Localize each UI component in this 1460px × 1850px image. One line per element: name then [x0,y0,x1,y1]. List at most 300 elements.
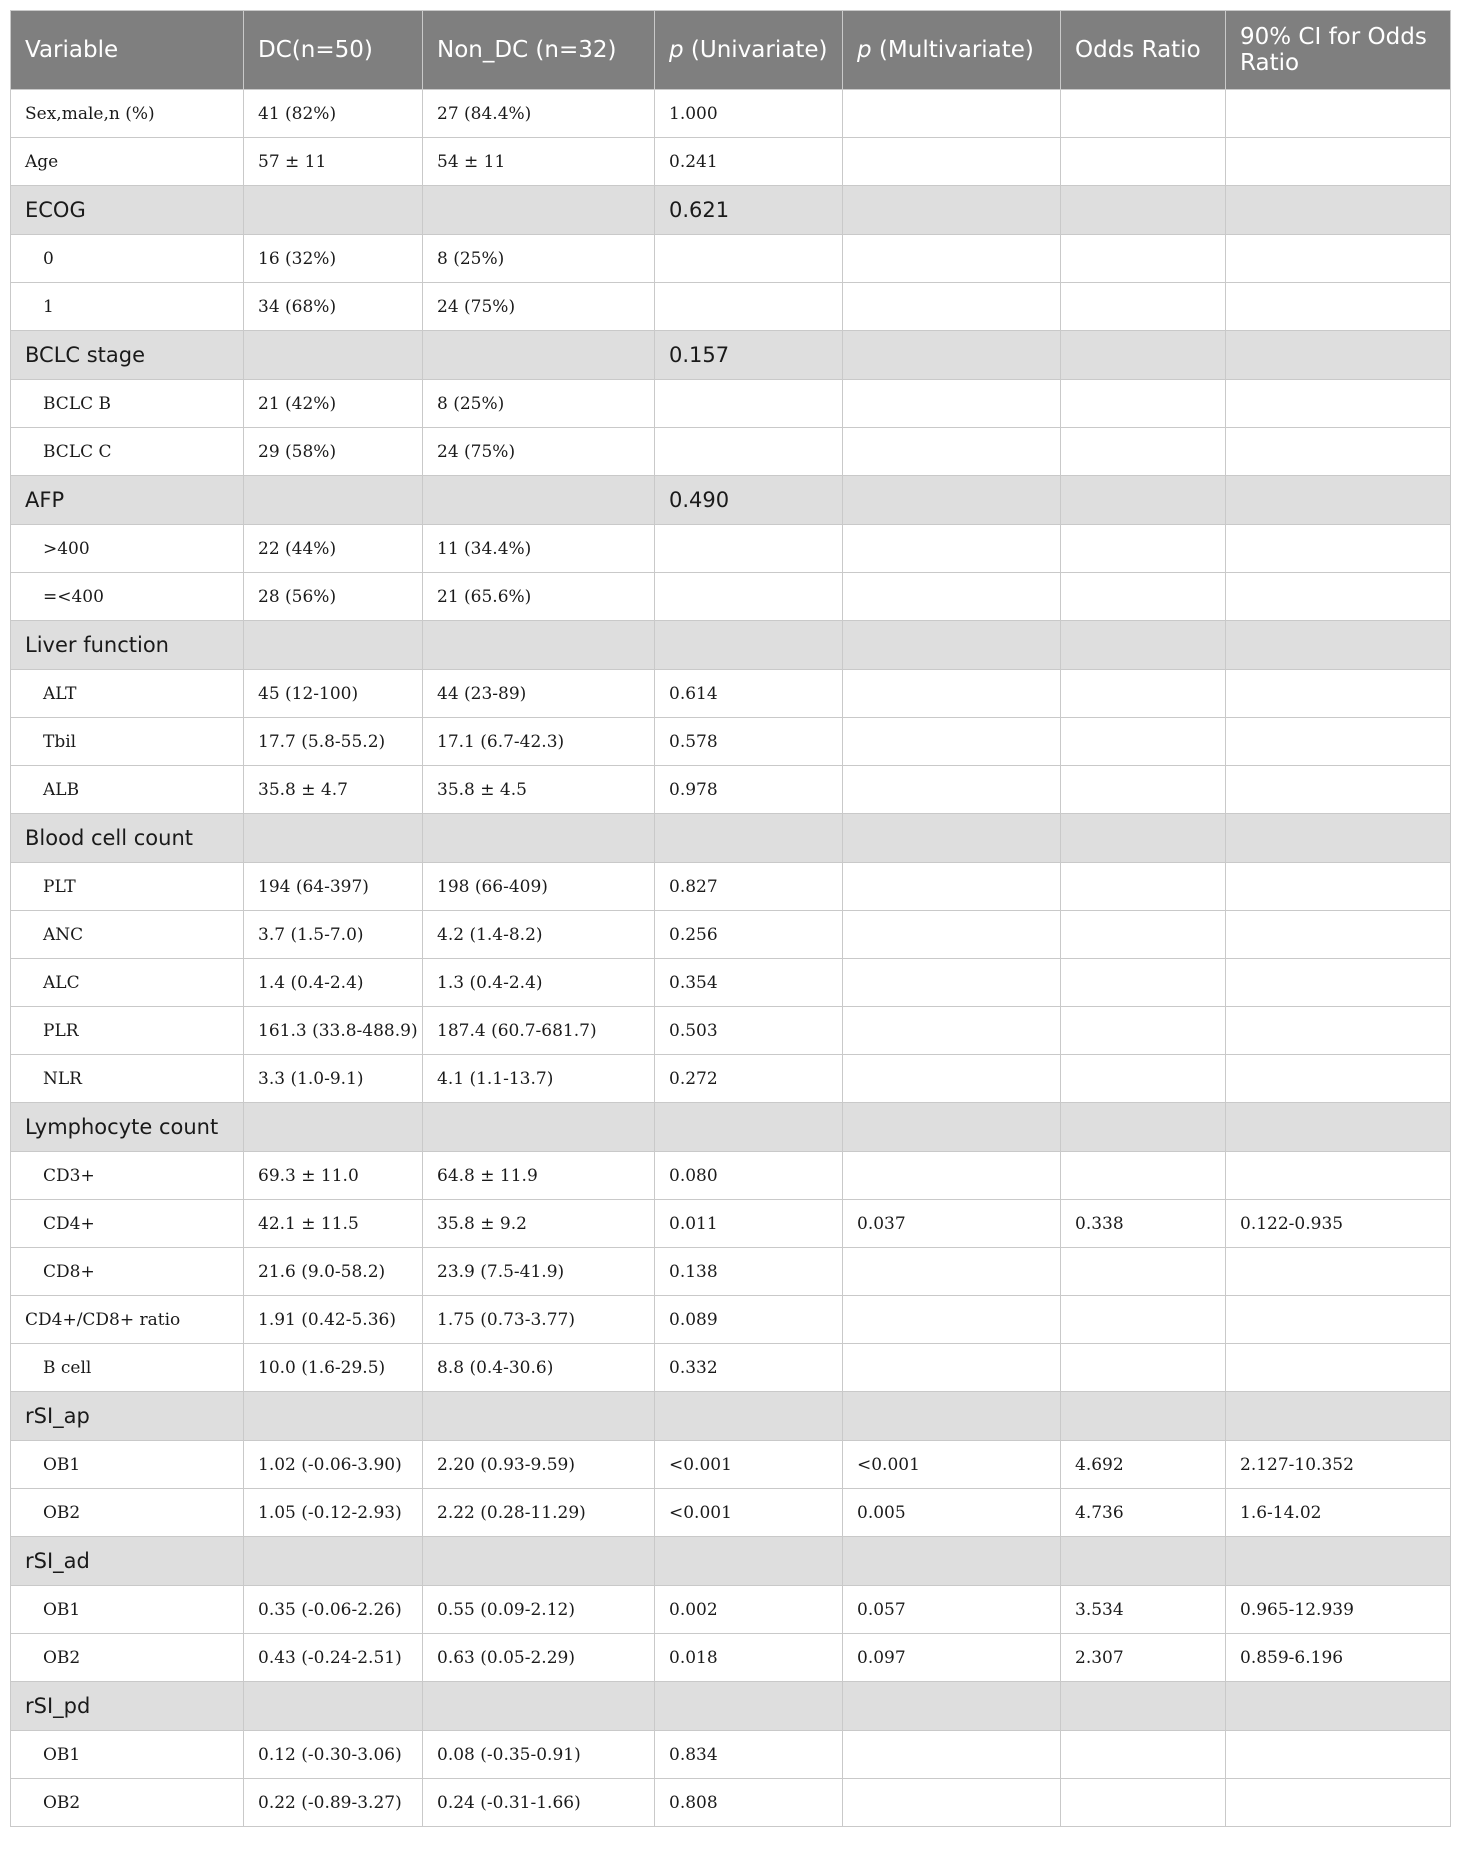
p-multivariate-cell [843,1537,1061,1586]
p-multivariate-cell [843,235,1061,283]
dc-cell: 0.43 (-0.24-2.51) [244,1634,423,1682]
table-row [11,380,1451,428]
results-table [10,10,1451,1827]
p-multivariate-cell [843,814,1061,863]
ci-cell: 2.127-10.352 [1226,1441,1451,1489]
table-row [11,525,1451,573]
dc-cell: 1.05 (-0.12-2.93) [244,1489,423,1537]
table-row [11,959,1451,1007]
odds-ratio-cell [1061,670,1226,718]
dc-cell: 21 (42%) [244,380,423,428]
variable-cell: OB1 [11,1731,244,1779]
p-univariate-cell: 0.808 [655,1779,843,1827]
non-dc-cell: 0.55 (0.09-2.12) [423,1586,655,1634]
dc-cell: 1.91 (0.42-5.36) [244,1296,423,1344]
variable-cell: Lymphocyte count [11,1103,244,1152]
non-dc-cell: 1.75 (0.73-3.77) [423,1296,655,1344]
ci-cell [1226,138,1451,186]
p-univariate-cell: 0.157 [655,331,843,380]
non-dc-cell: 35.8 ± 9.2 [423,1200,655,1248]
p-univariate-cell: 0.354 [655,959,843,1007]
p-multivariate-cell [843,1392,1061,1441]
ci-cell [1226,525,1451,573]
p-univariate-cell [655,235,843,283]
variable-cell: B cell [11,1344,244,1392]
p-multivariate-cell [843,1731,1061,1779]
dc-cell: 16 (32%) [244,235,423,283]
header-row [11,11,1451,90]
dc-cell: 194 (64-397) [244,863,423,911]
p-multivariate-cell [843,428,1061,476]
variable-cell: ECOG [11,186,244,235]
ci-cell [1226,1296,1451,1344]
variable-cell: ANC [11,911,244,959]
ci-cell [1226,1103,1451,1152]
ci-cell [1226,1152,1451,1200]
odds-ratio-cell [1061,476,1226,525]
dc-cell: 28 (56%) [244,573,423,621]
variable-cell: ALT [11,670,244,718]
non-dc-cell: 0.08 (-0.35-0.91) [423,1731,655,1779]
p-multivariate-cell: 0.005 [843,1489,1061,1537]
p-univariate-cell: 0.272 [655,1055,843,1103]
ci-cell: 0.965-12.939 [1226,1586,1451,1634]
variable-cell: ALB [11,766,244,814]
ci-cell [1226,1007,1451,1055]
variable-cell: BCLC stage [11,331,244,380]
ci-cell [1226,428,1451,476]
p-multivariate-cell: <0.001 [843,1441,1061,1489]
non-dc-cell: 24 (75%) [423,428,655,476]
p-multivariate-cell [843,525,1061,573]
variable-cell: OB1 [11,1441,244,1489]
odds-ratio-cell [1061,573,1226,621]
dc-cell: 21.6 (9.0-58.2) [244,1248,423,1296]
header-variable: Variable [11,11,244,90]
non-dc-cell: 198 (66-409) [423,863,655,911]
ci-cell [1226,380,1451,428]
p-multivariate-cell: 0.057 [843,1586,1061,1634]
variable-cell: CD4+/CD8+ ratio [11,1296,244,1344]
dc-cell: 45 (12-100) [244,670,423,718]
dc-cell [244,1103,423,1152]
p-multivariate-cell [843,621,1061,670]
odds-ratio-cell [1061,1537,1226,1586]
non-dc-cell: 44 (23-89) [423,670,655,718]
p-multivariate-cell: 0.097 [843,1634,1061,1682]
odds-ratio-cell [1061,814,1226,863]
p-univariate-cell: 0.621 [655,186,843,235]
dc-cell: 1.4 (0.4-2.4) [244,959,423,1007]
table-row [11,1344,1451,1392]
p-univariate-cell [655,1537,843,1586]
non-dc-cell [423,621,655,670]
table-body [11,90,1451,1827]
p-multivariate-cell [843,1103,1061,1152]
table-row [11,863,1451,911]
dc-cell [244,476,423,525]
ci-cell [1226,283,1451,331]
ci-cell [1226,235,1451,283]
p-multivariate-cell [843,911,1061,959]
p-univariate-cell [655,1392,843,1441]
variable-cell: Tbil [11,718,244,766]
variable-cell: OB2 [11,1634,244,1682]
dc-cell: 0.22 (-0.89-3.27) [244,1779,423,1827]
variable-cell: Blood cell count [11,814,244,863]
ci-cell [1226,670,1451,718]
non-dc-cell [423,186,655,235]
p-multivariate-cell [843,1682,1061,1731]
odds-ratio-cell [1061,1731,1226,1779]
p-multivariate-cell [843,380,1061,428]
ci-cell [1226,1392,1451,1441]
variable-cell: >400 [11,525,244,573]
non-dc-cell: 0.63 (0.05-2.29) [423,1634,655,1682]
dc-cell [244,1682,423,1731]
odds-ratio-cell [1061,428,1226,476]
p-univariate-cell: 0.834 [655,1731,843,1779]
non-dc-cell [423,1537,655,1586]
p-univariate-cell: 0.490 [655,476,843,525]
header-non-dc: Non_DC (n=32) [423,11,655,90]
dc-cell: 1.02 (-0.06-3.90) [244,1441,423,1489]
non-dc-cell: 1.3 (0.4-2.4) [423,959,655,1007]
p-multivariate-cell [843,476,1061,525]
table-row [11,1586,1451,1634]
odds-ratio-cell: 4.736 [1061,1489,1226,1537]
p-univariate-cell: 0.578 [655,718,843,766]
table-row [11,766,1451,814]
p-multivariate-cell [843,573,1061,621]
p-multivariate-cell [843,1344,1061,1392]
header-p-multivariate [843,11,1061,90]
variable-cell: BCLC B [11,380,244,428]
p-univariate-cell [655,621,843,670]
p-multivariate-cell [843,331,1061,380]
non-dc-cell: 187.4 (60.7-681.7) [423,1007,655,1055]
odds-ratio-cell [1061,1296,1226,1344]
variable-cell: Sex,male,n (%) [11,90,244,138]
non-dc-cell [423,331,655,380]
ci-cell [1226,621,1451,670]
odds-ratio-cell [1061,1152,1226,1200]
odds-ratio-cell [1061,380,1226,428]
ci-cell [1226,959,1451,1007]
non-dc-cell [423,1103,655,1152]
ci-cell [1226,1055,1451,1103]
non-dc-cell: 54 ± 11 [423,138,655,186]
variable-cell: PLT [11,863,244,911]
non-dc-cell: 64.8 ± 11.9 [423,1152,655,1200]
group-header-row [11,814,1451,863]
p-multivariate-cell [843,1152,1061,1200]
p-univariate-cell: 0.080 [655,1152,843,1200]
header-odds-ratio: Odds Ratio [1061,11,1226,90]
p-univariate-cell: 0.827 [655,863,843,911]
non-dc-cell [423,476,655,525]
dc-cell [244,331,423,380]
variable-cell: CD3+ [11,1152,244,1200]
ci-cell [1226,476,1451,525]
p-univariate-cell [655,380,843,428]
table-row [11,428,1451,476]
dc-cell [244,186,423,235]
header-p-multivariate-label: (Multivariate) [871,37,1034,63]
variable-cell: rSI_pd [11,1682,244,1731]
p-multivariate-cell [843,1296,1061,1344]
dc-cell [244,1537,423,1586]
p-univariate-cell: 0.614 [655,670,843,718]
variable-cell: OB2 [11,1489,244,1537]
p-multivariate-cell [843,138,1061,186]
table-row [11,1248,1451,1296]
table-row [11,138,1451,186]
ci-cell [1226,863,1451,911]
group-header-row [11,186,1451,235]
ci-cell [1226,1344,1451,1392]
odds-ratio-cell [1061,1103,1226,1152]
variable-cell: rSI_ap [11,1392,244,1441]
non-dc-cell: 27 (84.4%) [423,90,655,138]
variable-cell: 0 [11,235,244,283]
table-row [11,573,1451,621]
group-header-row [11,476,1451,525]
p-multivariate-cell [843,766,1061,814]
group-header-row [11,331,1451,380]
odds-ratio-cell [1061,90,1226,138]
table-row [11,1441,1451,1489]
dc-cell: 17.7 (5.8-55.2) [244,718,423,766]
variable-cell: AFP [11,476,244,525]
table-row [11,1200,1451,1248]
p-multivariate-cell [843,1248,1061,1296]
odds-ratio-cell [1061,186,1226,235]
dc-cell: 10.0 (1.6-29.5) [244,1344,423,1392]
variable-cell: ALC [11,959,244,1007]
group-header-row [11,1103,1451,1152]
non-dc-cell: 11 (34.4%) [423,525,655,573]
p-univariate-cell: <0.001 [655,1489,843,1537]
table-row [11,718,1451,766]
dc-cell: 29 (58%) [244,428,423,476]
table-row [11,1296,1451,1344]
ci-cell [1226,718,1451,766]
p-multivariate-cell [843,1007,1061,1055]
odds-ratio-cell [1061,331,1226,380]
non-dc-cell: 21 (65.6%) [423,573,655,621]
dc-cell: 3.7 (1.5-7.0) [244,911,423,959]
dc-cell: 161.3 (33.8-488.9) [244,1007,423,1055]
odds-ratio-cell [1061,235,1226,283]
p-multivariate-cell [843,718,1061,766]
p-multivariate-cell [843,670,1061,718]
table-header [11,11,1451,90]
header-ci: 90% CI for Odds Ratio [1226,11,1451,90]
table-row [11,283,1451,331]
odds-ratio-cell [1061,1248,1226,1296]
group-header-row [11,1682,1451,1731]
variable-cell: PLR [11,1007,244,1055]
p-univariate-cell: 0.089 [655,1296,843,1344]
odds-ratio-cell [1061,283,1226,331]
p-univariate-cell: 1.000 [655,90,843,138]
non-dc-cell: 0.24 (-0.31-1.66) [423,1779,655,1827]
dc-cell: 69.3 ± 11.0 [244,1152,423,1200]
odds-ratio-cell [1061,766,1226,814]
ci-cell [1226,1682,1451,1731]
ci-cell [1226,1731,1451,1779]
non-dc-cell: 2.22 (0.28-11.29) [423,1489,655,1537]
table-row [11,911,1451,959]
odds-ratio-cell [1061,138,1226,186]
dc-cell: 22 (44%) [244,525,423,573]
non-dc-cell: 2.20 (0.93-9.59) [423,1441,655,1489]
dc-cell [244,1392,423,1441]
variable-cell: CD8+ [11,1248,244,1296]
variable-cell: NLR [11,1055,244,1103]
p-multivariate-cell [843,1055,1061,1103]
variable-cell: =<400 [11,573,244,621]
ci-cell [1226,911,1451,959]
odds-ratio-cell [1061,911,1226,959]
p-univariate-cell [655,1103,843,1152]
table-row [11,90,1451,138]
odds-ratio-cell [1061,1007,1226,1055]
odds-ratio-cell [1061,1344,1226,1392]
dc-cell: 42.1 ± 11.5 [244,1200,423,1248]
non-dc-cell: 23.9 (7.5-41.9) [423,1248,655,1296]
dc-cell: 0.12 (-0.30-3.06) [244,1731,423,1779]
table-row [11,1055,1451,1103]
dc-cell: 57 ± 11 [244,138,423,186]
p-univariate-cell: 0.138 [655,1248,843,1296]
ci-cell [1226,90,1451,138]
non-dc-cell [423,1392,655,1441]
odds-ratio-cell: 3.534 [1061,1586,1226,1634]
table-row [11,1489,1451,1537]
group-header-row [11,1537,1451,1586]
p-univariate-cell [655,573,843,621]
ci-cell [1226,814,1451,863]
non-dc-cell: 8.8 (0.4-30.6) [423,1344,655,1392]
odds-ratio-cell [1061,525,1226,573]
table-row [11,670,1451,718]
ci-cell: 0.859-6.196 [1226,1634,1451,1682]
odds-ratio-cell [1061,863,1226,911]
p-multivariate-cell: 0.037 [843,1200,1061,1248]
dc-cell: 34 (68%) [244,283,423,331]
p-multivariate-cell [843,186,1061,235]
dc-cell: 0.35 (-0.06-2.26) [244,1586,423,1634]
odds-ratio-cell [1061,718,1226,766]
table-row [11,1731,1451,1779]
variable-cell: BCLC C [11,428,244,476]
non-dc-cell: 4.2 (1.4-8.2) [423,911,655,959]
odds-ratio-cell [1061,621,1226,670]
p-univariate-cell [655,1682,843,1731]
non-dc-cell: 4.1 (1.1-13.7) [423,1055,655,1103]
p-univariate-cell [655,814,843,863]
group-header-row [11,1392,1451,1441]
ci-cell [1226,331,1451,380]
p-multivariate-cell [843,863,1061,911]
p-multivariate-cell [843,283,1061,331]
dc-cell: 3.3 (1.0-9.1) [244,1055,423,1103]
variable-cell: Liver function [11,621,244,670]
table-row [11,1152,1451,1200]
ci-cell [1226,186,1451,235]
table-row [11,1007,1451,1055]
odds-ratio-cell [1061,1392,1226,1441]
dc-cell: 35.8 ± 4.7 [244,766,423,814]
non-dc-cell [423,814,655,863]
odds-ratio-cell [1061,1055,1226,1103]
p-univariate-cell: 0.002 [655,1586,843,1634]
ci-cell [1226,766,1451,814]
header-p-univariate [655,11,843,90]
odds-ratio-cell [1061,959,1226,1007]
table-row [11,1779,1451,1827]
variable-cell: rSI_ad [11,1537,244,1586]
p-univariate-cell: <0.001 [655,1441,843,1489]
p-univariate-cell: 0.018 [655,1634,843,1682]
dc-cell: 41 (82%) [244,90,423,138]
p-multivariate-cell [843,90,1061,138]
p-univariate-cell: 0.332 [655,1344,843,1392]
p-univariate-cell: 0.978 [655,766,843,814]
ci-cell: 1.6-14.02 [1226,1489,1451,1537]
non-dc-cell: 35.8 ± 4.5 [423,766,655,814]
non-dc-cell: 17.1 (6.7-42.3) [423,718,655,766]
p-univariate-cell [655,283,843,331]
p-univariate-cell: 0.256 [655,911,843,959]
p-univariate-cell [655,525,843,573]
p-univariate-cell [655,428,843,476]
p-univariate-cell: 0.241 [655,138,843,186]
odds-ratio-cell [1061,1779,1226,1827]
odds-ratio-cell: 2.307 [1061,1634,1226,1682]
ci-cell: 0.122-0.935 [1226,1200,1451,1248]
group-header-row [11,621,1451,670]
non-dc-cell: 8 (25%) [423,380,655,428]
table-row [11,1634,1451,1682]
odds-ratio-cell: 0.338 [1061,1200,1226,1248]
variable-cell: CD4+ [11,1200,244,1248]
p-symbol: p [857,37,872,63]
ci-cell [1226,1537,1451,1586]
variable-cell: 1 [11,283,244,331]
odds-ratio-cell [1061,1682,1226,1731]
ci-cell [1226,1779,1451,1827]
p-multivariate-cell [843,1779,1061,1827]
p-symbol: p [669,37,684,63]
ci-cell [1226,1248,1451,1296]
table-row [11,235,1451,283]
non-dc-cell: 24 (75%) [423,283,655,331]
non-dc-cell: 8 (25%) [423,235,655,283]
variable-cell: OB2 [11,1779,244,1827]
ci-cell [1226,573,1451,621]
odds-ratio-cell: 4.692 [1061,1441,1226,1489]
p-univariate-cell: 0.011 [655,1200,843,1248]
dc-cell [244,621,423,670]
header-p-univariate-label: (Univariate) [683,37,828,63]
variable-cell: OB1 [11,1586,244,1634]
non-dc-cell [423,1682,655,1731]
dc-cell [244,814,423,863]
header-dc: DC(n=50) [244,11,423,90]
